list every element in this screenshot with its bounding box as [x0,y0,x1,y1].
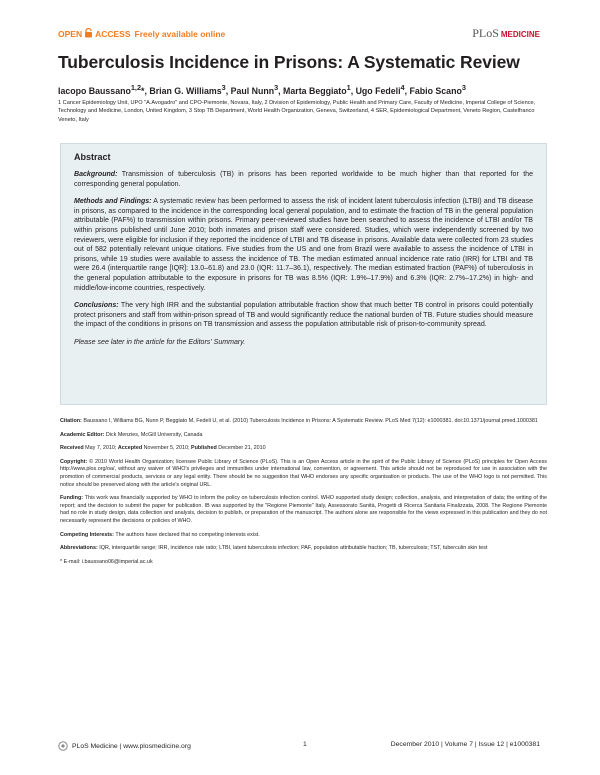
open-lock-icon [84,28,93,40]
journal-logo [472,26,540,41]
abbrev-text: IQR, interquartile range; IRR, incidence rate ratio; LTBI, latent tuberculosis infection; PAF, population attributable fraction; TB, tuberculosis; TST, tuberculin skin test [97,545,488,552]
funding-label: Funding: [60,495,84,502]
editor-text: Dick Menzies, McGill University, Canada [104,431,203,438]
abstract-methods [74,197,533,293]
freely-available-label: Freely available online [134,29,226,39]
footer-issue: December 2010 | Volume 7 | Issue 12 | e1000381 [390,741,540,748]
affiliations: 1 Cancer Epidemiology Unit, UPO "A.Avogadro" and CPO-Piemonte, Novara, Italy, 2 Division of Epidemiology, Public Health and Primary Care, Faculty of Medicine, Imperial College of Science, Technology and Medicine, London, United Kingdom, 3 Stop TB Department, World Health Organization, Geneva, Switzerland, 4 SER, Epidemiological Department, Veneto Region, Castelfranco Veneto, Italy [58,100,536,123]
article-metadata [60,418,547,572]
abstract-heading: Abstract [74,152,111,162]
received-text: May 7, 2010; [83,445,118,452]
competing-interests [60,532,547,540]
published-text: December 21, 2010 [216,445,266,452]
conclusions-label: Conclusions: [74,302,119,310]
accepted-text: November 5, 2010; [142,445,191,452]
methods-label: Methods and Findings: [74,198,152,206]
journal-header [58,26,540,44]
copyright-label: Copyright: [60,458,88,465]
editor-label: Academic Editor: [60,431,105,438]
author-list: Iacopo Baussano$^{1,2}$*, Brian G. Williams$^3$, Paul Nunn$^3$, Marta Beggiato$^1$, Ugo Fedeli$^4$, Fabio Scano$^3$ [58,83,466,96]
citation-text: Baussano I, Williams BG, Nunn P, Beggiato M, Fedeli U, et al. (2010) Tuberculosis Incidence in Prisons: A Systematic Review. PLoS Med 7(12): e1000381. doi:10.1371/journal.pmed.1000381 [81,418,538,424]
citation [60,418,547,426]
abbrev-label: Abbreviations: [60,545,98,552]
funding-text: This work was financially supported by WHO to inform the policy on tuberculosis infection control. WHO supported study design; collection, analysis, and interpretation of data; the writing of the report; and the decision to submit the paper for publication. IB was supported by the "Regione Piemonte" Italy, Assessorato Sanità, Progetti di Ricerca Sanitaria Finalizzata, 2008. The Regione Piemonte had no role in study design, data collection and analysis, decision to publish, or preparation of the manuscript. The authors alone are responsible for the views expressed in this publication and they do not necessarily represent the decisions or policies of WHO. [60,495,547,524]
plos-logo-icon [58,741,68,751]
background-text: Transmission of tuberculosis (TB) in prisons has been reported worldwide to be much higher than that reported for the corresponding general population. [74,171,533,188]
footer-journal [58,741,191,751]
page-footer [58,741,540,753]
editors-summary-note: Please see later in the article for the Editors' Summary. [74,338,246,346]
access-label: ACCESS [95,29,131,39]
dates [60,445,547,453]
copyright [60,459,547,489]
competing-label: Competing Interests: [60,531,114,538]
published-label: Published [190,445,217,452]
background-label: Background: [74,171,118,178]
journal-sub: MEDICINE [500,30,540,39]
article-title: Tuberculosis Incidence in Prisons: A Systematic Review [58,52,520,72]
journal-brand: PLoS [472,26,499,40]
page-number: 1 [303,741,307,748]
accepted-label: Accepted [117,445,143,452]
open-access-badge [58,28,225,40]
funding [60,495,547,525]
conclusions-text: The very high IRR and the substantial population attributable fraction show that much better TB control in prisons could potentially protect prisoners and staff from within-prison spread of TB and would significantly reduce the national burden of TB. Future studies should measure the impact of the conditions in prisons on TB transmission and assess the population attributable risk of prison-to-community spread. [74,302,533,329]
abstract-conclusions [74,301,533,330]
copyright-text: © 2010 World Health Organization; licensee Public Library of Science (PLoS). This is an Open Access article in the spirit of the Public Library of Science (PLoS) principles for Open Access http://www.plos.org/oa/, without any waiver of WHO's privileges and immunities under international law, convention, or agreement. This article should not be reproduced for use in association with the promotion of commercial products, services or any legal entity. There should be no suggestion that WHO endorses any specific organisation or products. The use of the WHO logo is not permitted. This notice should be preserved along with the article's original URL. [60,458,547,488]
academic-editor [60,432,547,440]
methods-text: A systematic review has been performed to assess the risk of incident latent tuberculosis infection (LTBI) and TB disease in prisons, as compared to the incidence in the corresponding local general population, and to estimate the fraction of TB in the general population attributable (PAF%) to transmission within prisons. Primary peer-reviewed studies have been searched to assess the incidence of LTBI and/or TB within prisons published until June 2010; both inmates and prison staff were considered. Studies, which were independently screened by two reviewers, were eligible for inclusion if they reported the incidence of LTBI and TB disease in prisons. Available data were collected from 23 studies out of 582 potentially relevant unique citations. Five studies from the US and one from Brazil were available to assess the incidence of LTBI in prisons, while 19 studies were available to assess the incidence of TB. The median estimated annual incidence rate ratio (IRR) for LTBI and TB were 26.4 (interquartile range [IQR]: 13.0–61.8) and 23.0 (IQR: 11.7–36.1), respectively. The median estimated fraction (PAF%) of tuberculosis in the general population attributable to the exposure in prisons for TB was 8.5% (IQR: 1.9%–17.9%) and 6.3% (IQR: 2.7%–17.2%) in high- and middle/low-income countries, respectively. [74,198,533,292]
citation-label: Citation: [60,418,82,424]
received-label: Received [60,445,84,452]
footer-journal-text[interactable]: PLoS Medicine | www.plosmedicine.org [72,742,191,750]
open-label: OPEN [58,29,83,39]
correspondence-email[interactable]: * E-mail: i.baussano06@imperial.ac.uk [60,558,153,565]
abstract-background [74,170,533,189]
abbreviations [60,545,547,553]
competing-text: The authors have declared that no competing interests exist. [113,531,260,538]
abstract-box [60,143,547,405]
